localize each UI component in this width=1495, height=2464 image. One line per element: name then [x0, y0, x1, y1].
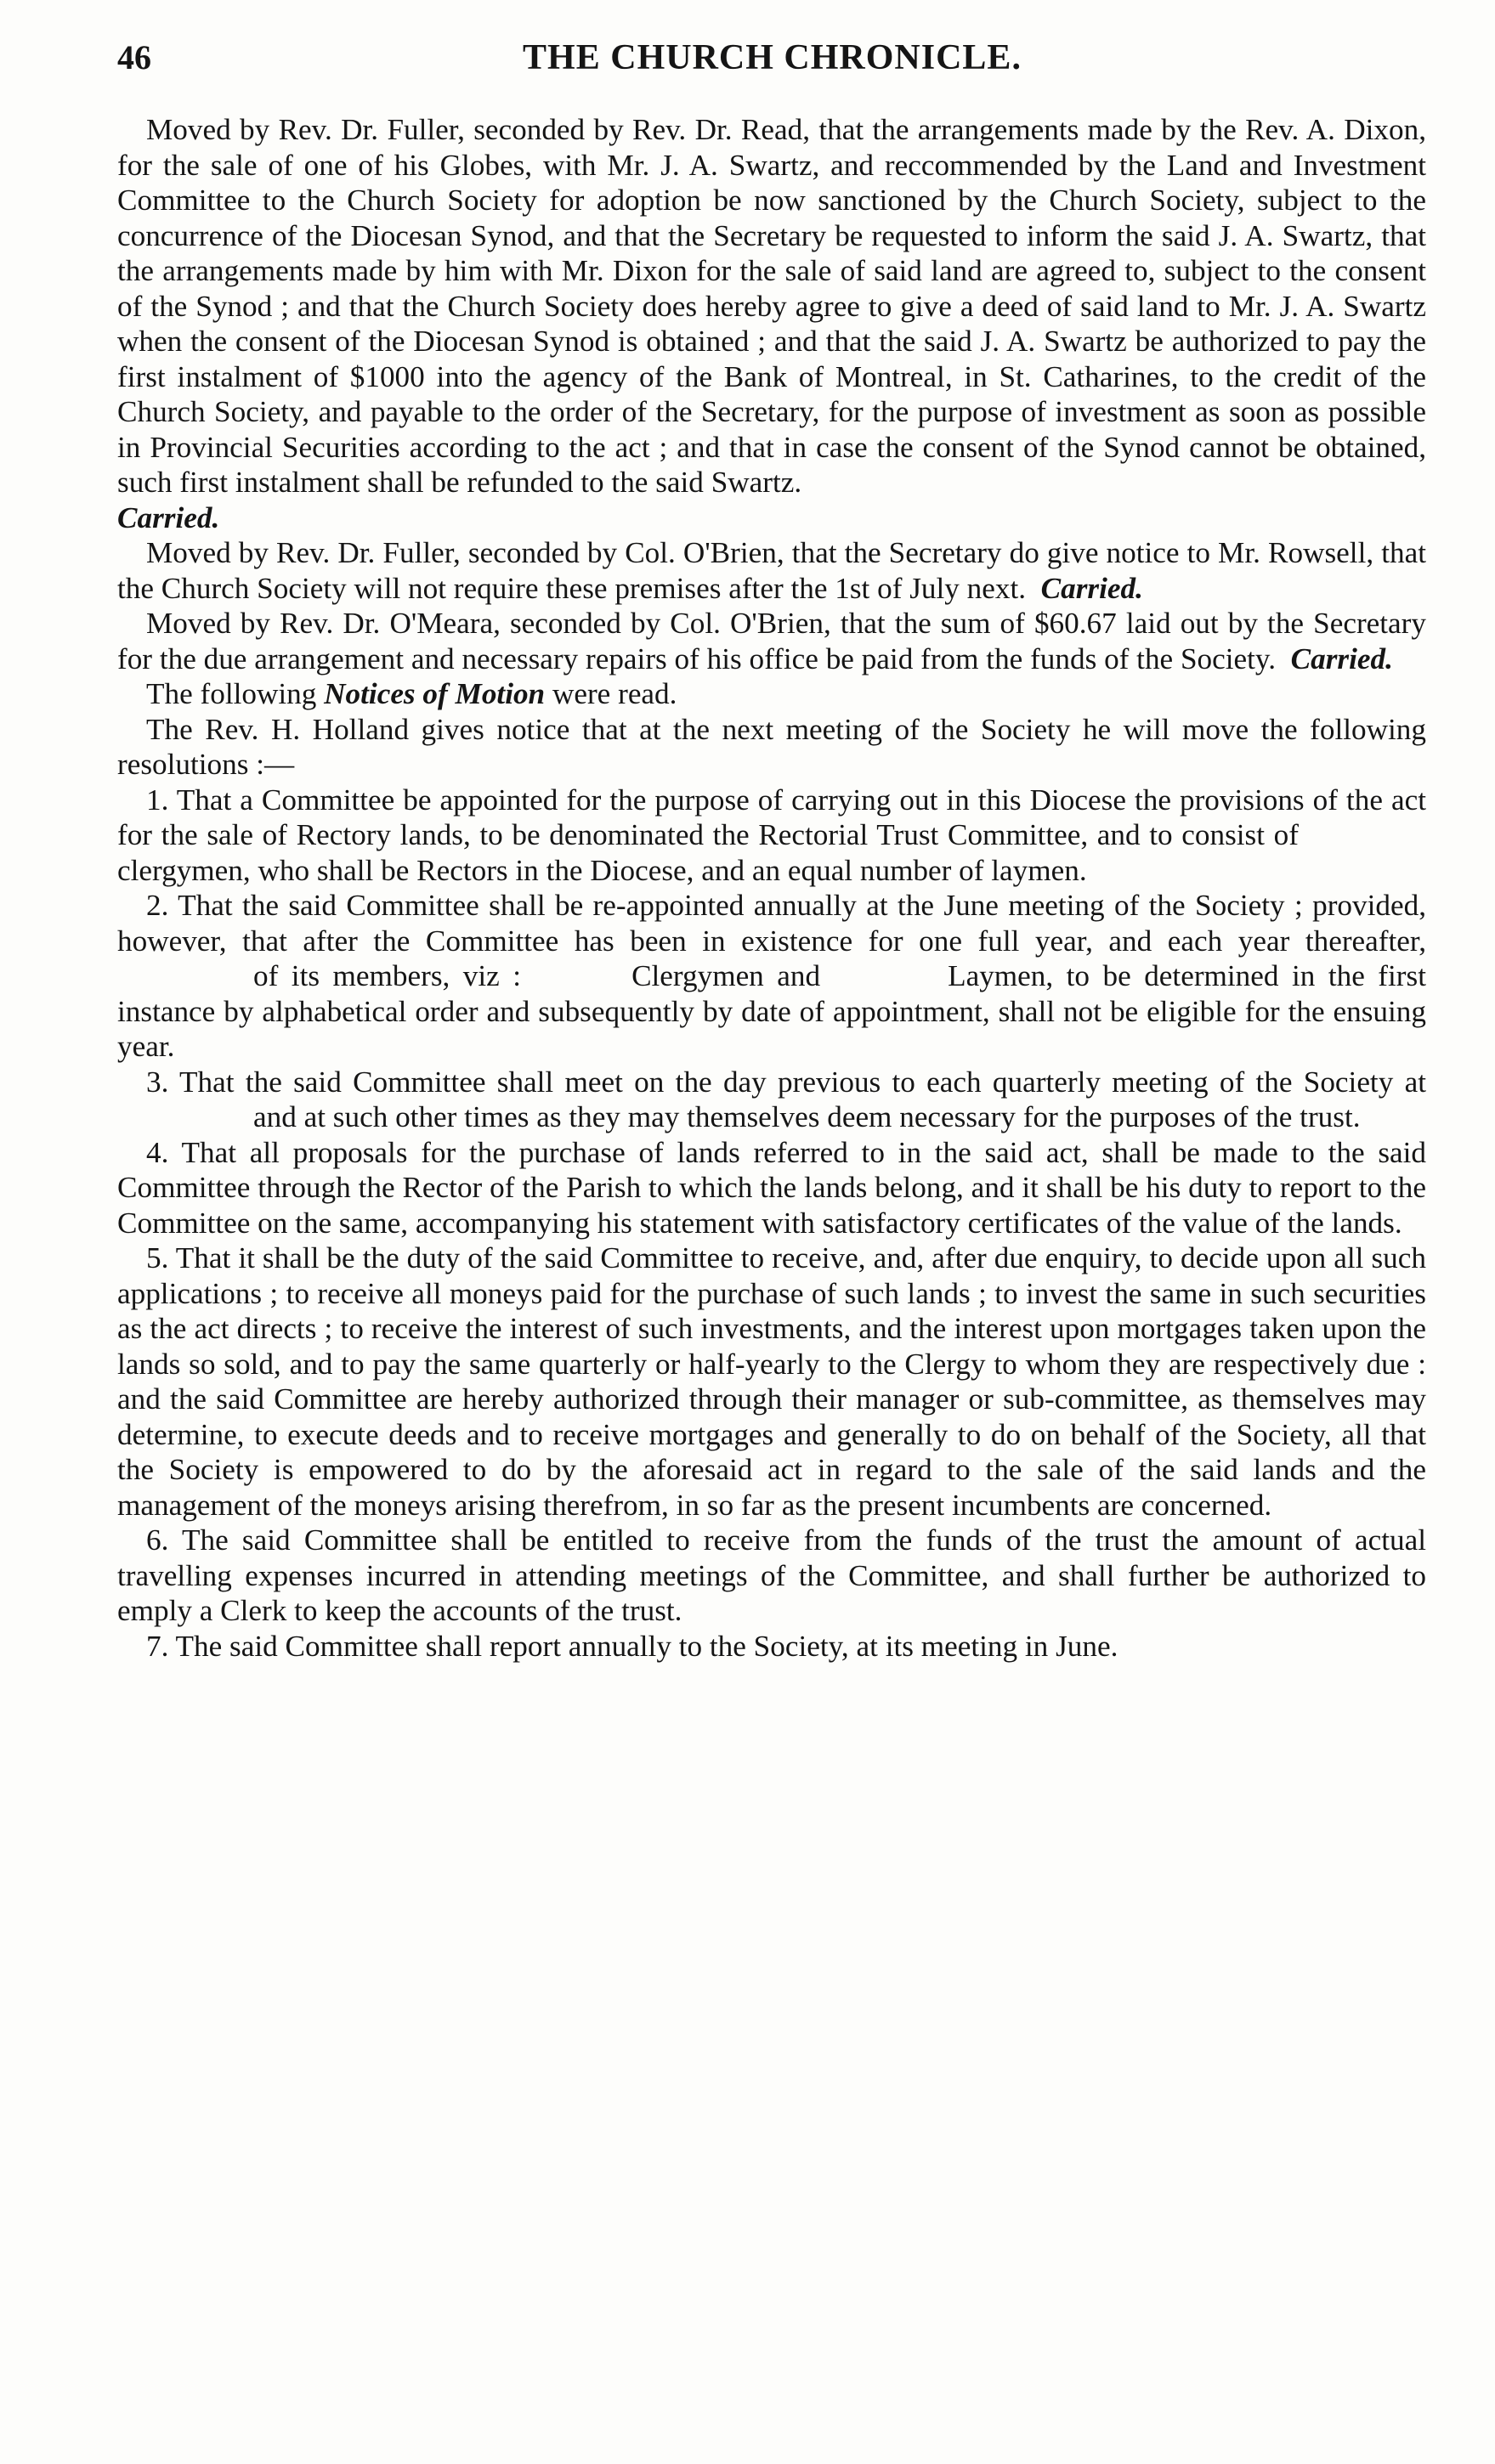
- resolution-text: Laymen, to be determined in the first instance by alphabetical order and subsequently by date of appointment, shall not be eligible for the ensuing year.: [117, 959, 1426, 1063]
- motion-text: Moved by Rev. Dr. O'Meara, seconded by Col. O'Brien, that the sum of $60.67 laid out by the Secretary for the due arrangement and necessary repairs of his office be paid from the funds of the Society.: [117, 607, 1426, 675]
- resolution-text: 6. The said Committee shall be entitled to receive from the funds of the trust the amount of actual travelling expenses incurred in attending meetings of the Committee, and shall further be authorized to emply a Clerk to keep the accounts of the trust.: [117, 1523, 1426, 1627]
- resolution-text: of its members, viz :: [253, 959, 522, 992]
- notices-text-c: were read.: [552, 677, 677, 710]
- holland-notice: [117, 712, 1426, 783]
- resolution-text: and at such other times as they may themselves deem necessary for the purposes of the trust.: [253, 1100, 1361, 1133]
- resolution-3: [117, 1065, 1426, 1135]
- resolution-text: 1. That a Committee be appointed for the purpose of carrying out in this Diocese the provisions of the act for the sale of Rectory lands, to be denominated the Rectorial Trust Committee, and to consist of: [117, 783, 1426, 851]
- resolution-7: [117, 1629, 1426, 1664]
- carried-label: Carried.: [1040, 571, 1143, 605]
- resolution-text: 4. That all proposals for the purchase of lands referred to in the said act, shall be made to the said Committee through the Rector of the Parish to which the lands belong, and it shall be his duty to report to the Committee on the same, accompanying his statement with satisfactory certificates of the value of the lands.: [117, 1135, 1426, 1240]
- notice-text: The Rev. H. Holland gives notice that at the next meeting of the Society he will move the following resolutions :—: [117, 712, 1426, 781]
- carried-label: Carried.: [117, 500, 220, 534]
- body-text: [117, 112, 1426, 1664]
- resolution-text: 5. That it shall be the duty of the said Committee to receive, and, after due enquiry, to decide upon all such applications ; to receive all moneys paid for the purchase of such lands ; to invest the same in such securities as the act directs ; to receive the interest of such investments, and the interest upon mortgages taken upon the lands so sold, and to pay the same quarterly or half-yearly to the Clergy to whom they are respectively due : and the said Committee are hereby authorized through their manager or sub-committee, as themselves may determine, to execute deeds and to receive mortgages and generally to do on behalf of the Society, all that the Society is empowered to do by the aforesaid act in regard to the sale of the said lands and the management of the moneys arising therefrom, in so far as the present incumbents are concerned.: [117, 1241, 1426, 1522]
- resolution-2: [117, 888, 1426, 1065]
- page-number: 46: [117, 38, 151, 76]
- resolution-text: 7. The said Committee shall report annually to the Society, at its meeting in June.: [146, 1629, 1118, 1663]
- motion-text: Moved by Rev. Dr. Fuller, seconded by Col. O'Brien, that the Secretary do give notice to Mr. Rowsell, that the Church Society will not require these premises after the 1st of July next.: [117, 536, 1426, 605]
- resolution-4: [117, 1135, 1426, 1241]
- notices-of-motion-label: Notices of Motion: [324, 677, 546, 710]
- notices-heading: [117, 676, 1426, 712]
- resolution-5: [117, 1240, 1426, 1523]
- motion-rowsell-notice: [117, 535, 1426, 606]
- resolution-text: clergymen, who shall be Rectors in the Diocese, and an equal number of laymen.: [117, 853, 1087, 887]
- carried-label: Carried.: [1290, 641, 1393, 675]
- resolution-text: Clergymen and: [631, 959, 821, 992]
- resolution-text: 2. That the said Committee shall be re-appointed annually at the June meeting of the Society ; provided, however, that after the Committee has been in existence for one full year, and each year thereafter,: [117, 889, 1426, 958]
- resolution-1: [117, 783, 1426, 889]
- resolution-6: [117, 1523, 1426, 1629]
- motion-text: Moved by Rev. Dr. Fuller, seconded by Rev. Dr. Read, that the arrangements made by the Rev. A. Dixon, for the sale of one of his Globes, with Mr. J. A. Swartz, and reccommended by the Land and Investment Committee to the Church Society for adoption be now sanctioned by the Church Society, subject to the concurrence of the Diocesan Synod, and that the Secretary be requested to inform the said J. A. Swartz, that the arrangements made by him with Mr. Dixon for the sale of said land are agreed to, subject to the consent of the Synod ; and that the Church Society does hereby agree to give a deed of said land to Mr. J. A. Swartz when the consent of the Diocesan Synod is obtained ; and that the said J. A. Swartz be authorized to pay the first instalment of $1000 into the agency of the Bank of Montreal, in St. Catharines, to the credit of the Church Society, and payable to the order of the Secretary, for the purpose of investment as soon as possible in Provincial Securities according to the act ; and that in case the consent of the Synod cannot be obtained, such first instalment shall be refunded to the said Swartz.: [117, 113, 1426, 499]
- notices-text-a: The following: [146, 677, 317, 710]
- running-title: THE CHURCH CHRONICLE.: [523, 38, 1022, 77]
- page-header: [117, 32, 1427, 83]
- resolution-text: 3. That the said Committee shall meet on the day previous to each quarterly meeting of the Society at: [146, 1065, 1426, 1099]
- motion-swartz-sale: [117, 112, 1426, 535]
- motion-office-repairs: [117, 606, 1426, 676]
